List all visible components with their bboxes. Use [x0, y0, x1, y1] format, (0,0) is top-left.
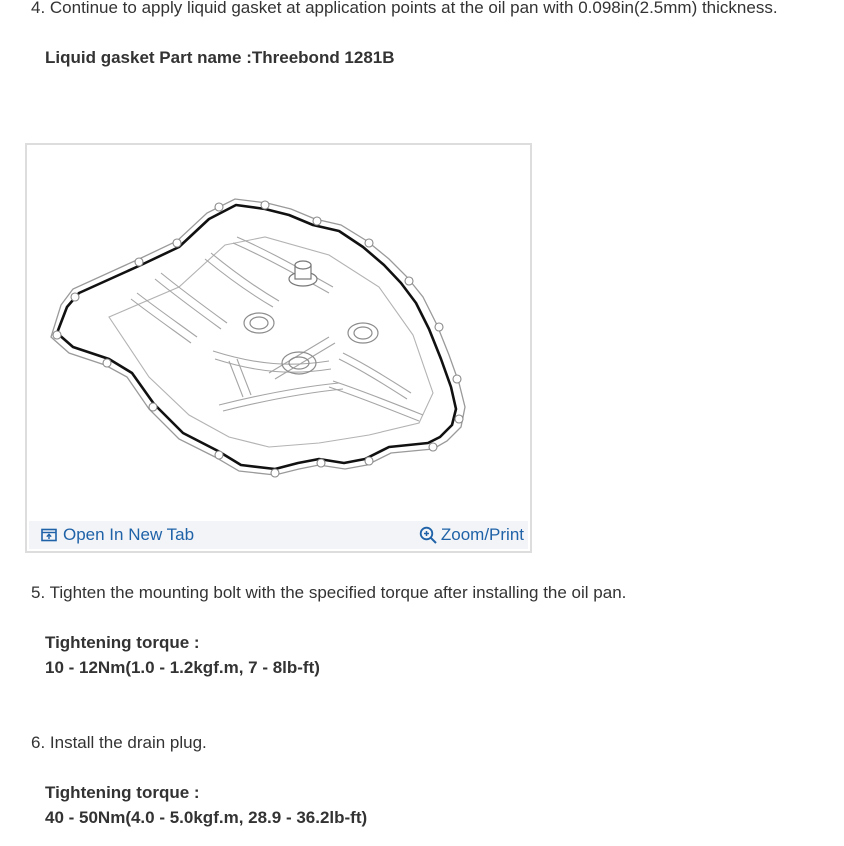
- step-4-gasket-part-name: Liquid gasket Part name :Threebond 1281B: [45, 48, 395, 67]
- step-5-torque-label: Tightening torque :: [45, 633, 200, 652]
- step-6-text: 6. Install the drain plug.: [31, 733, 207, 752]
- oil-pan-gasket-illustration: [29, 147, 529, 523]
- oil-pan-figure: [25, 143, 532, 553]
- step-4-text: 4. Continue to apply liquid gasket at application points at the oil pan with 0.098in(2.5mm) thickness.: [31, 0, 778, 17]
- open-in-new-tab-label: Open In New Tab: [63, 525, 195, 544]
- figure-toolbar: [29, 521, 528, 549]
- step-5-text: 5. Tighten the mounting bolt with the specified torque after installing the oil pan.: [31, 583, 627, 602]
- step-6-torque-value: 40 - 50Nm(4.0 - 5.0kgf.m, 28.9 - 36.2lb-ft): [45, 808, 368, 827]
- step-6-torque-label: Tightening torque :: [45, 783, 200, 802]
- magnifier-plus-icon: [419, 526, 438, 545]
- step-5-torque-value: 10 - 12Nm(1.0 - 1.2kgf.m, 7 - 8lb-ft): [45, 658, 320, 677]
- zoom-print-link[interactable]: [419, 525, 524, 545]
- open-in-new-tab-link[interactable]: [41, 525, 194, 545]
- zoom-print-label: Zoom/Print: [440, 525, 524, 544]
- open-new-tab-icon: [41, 528, 57, 542]
